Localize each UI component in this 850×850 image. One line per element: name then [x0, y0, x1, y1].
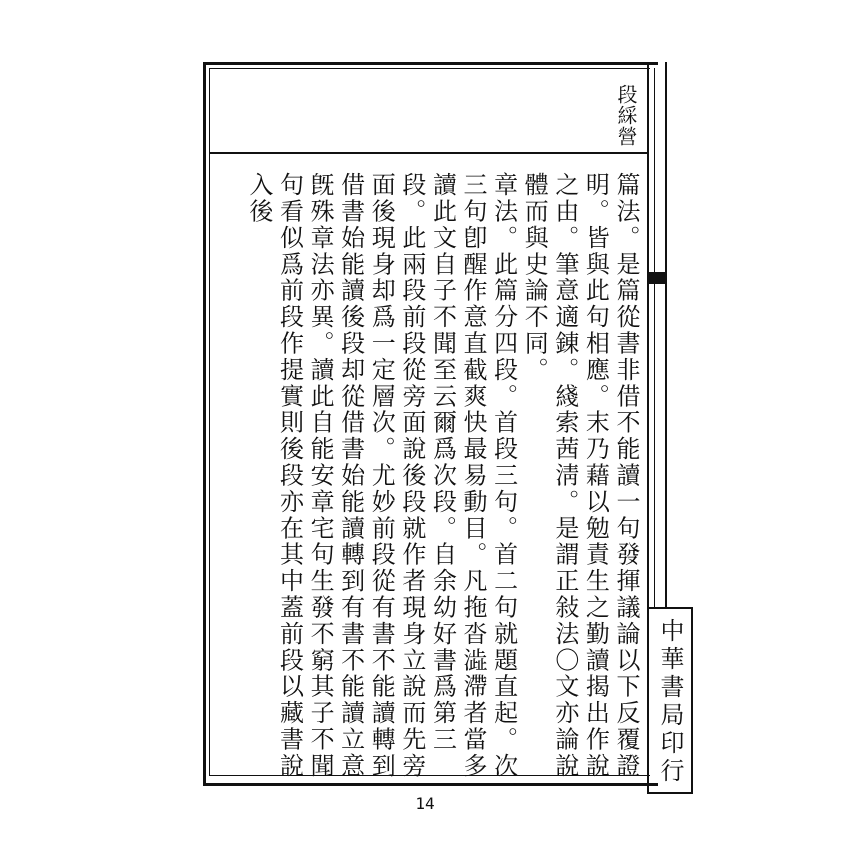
- publisher-imprint: 中華書局印行: [656, 618, 684, 786]
- margin-line: [654, 68, 655, 608]
- running-title: 段綵營: [614, 84, 638, 147]
- margin-line: [665, 62, 667, 607]
- main-text: [216, 172, 641, 782]
- paragraph-pianfa: 篇法。是篇從書非借不能讀一句發揮議論以下反覆證明。皆與此句相應。末乃藉以勉責生之勤讀揭出作說之由。筆意適錬。綫索茜淸。是謂正敍法〇文亦論說體而與史論不同。: [520, 172, 640, 780]
- paragraph-zhangfa: 章法。此篇分四段。首段三句。首二句就題直起。次三句卽醒作意直截爽快最易動目。凡拖沓澁滯者當多讀此文自子不聞至云爾爲次段。自余幼好書爲第三段。此兩段前段從旁面說後段就作者現身立說而先旁面後現身却爲一定層次。尤妙前段從有書不能讀轉到借書始能讀後段却從借書始能讀轉到有書不能讀立意旣殊章法亦異。讀此自能安章宅句生發不窮其子不聞句看似爲前段作提實則後段亦在其中蓋前段以藏書說入後: [244, 172, 518, 780]
- header-divider: [209, 152, 649, 154]
- page-number: 14: [415, 794, 435, 813]
- fishtail-mark: [647, 272, 667, 284]
